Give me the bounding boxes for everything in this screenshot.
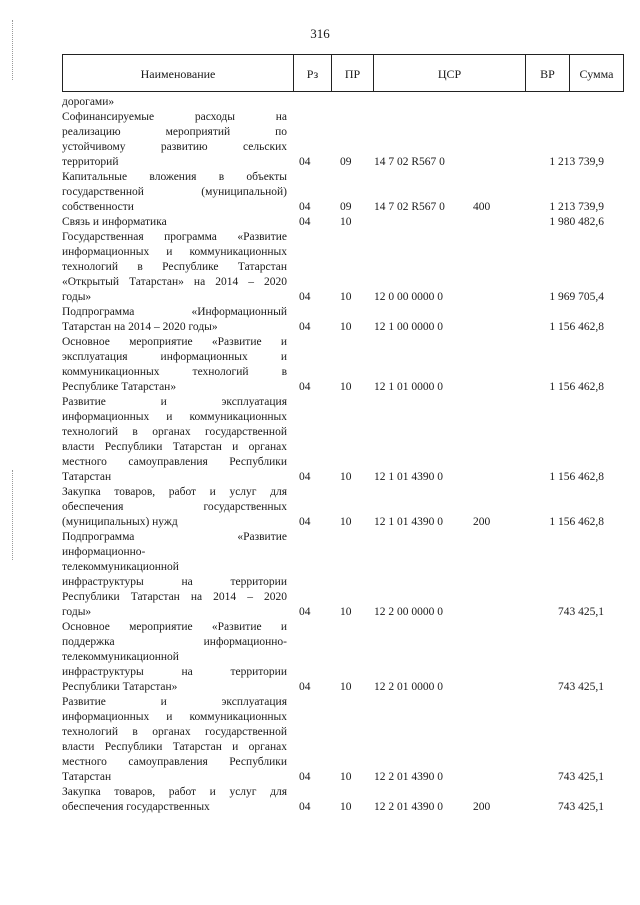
row-sum: 1 969 705,4 <box>549 291 604 303</box>
row-rz: 04 <box>299 681 311 693</box>
row-csr: 12 1 01 4390 0 <box>374 516 443 528</box>
row-name-line: Закупка товаров, работ и услуг для <box>62 486 287 498</box>
row-sum: 743 425,1 <box>558 606 604 618</box>
row-rz: 04 <box>299 156 311 168</box>
header-vr: ВР <box>526 55 570 91</box>
header-rz: Рз <box>294 55 332 91</box>
row-pr: 10 <box>340 606 352 618</box>
row-name-line: телекоммуникационной <box>62 561 179 573</box>
binding-margin-mark <box>12 470 14 560</box>
row-name <box>62 170 287 215</box>
row-sum: 743 425,1 <box>558 681 604 693</box>
row-rz: 04 <box>299 801 311 813</box>
row-rz: 04 <box>299 471 311 483</box>
row-pr: 10 <box>340 516 352 528</box>
header-name: Наименование <box>63 55 294 91</box>
row-name-line: Софинансируемые расходы на <box>62 111 287 123</box>
row-name-line: власти Республики Татарстан и органах <box>62 741 287 753</box>
row-name-line: годы» <box>62 291 92 303</box>
row-name-line: Основное мероприятие «Развитие и <box>62 336 287 348</box>
row-name-line: технологий в Республике Татарстан <box>62 261 287 273</box>
row-csr: 12 2 00 0000 0 <box>374 606 443 618</box>
row-csr: 12 2 01 0000 0 <box>374 681 443 693</box>
row-pr: 10 <box>340 681 352 693</box>
row-name-line: собственности <box>62 201 134 213</box>
row-name <box>62 335 287 395</box>
row-csr: 12 1 01 4390 0 <box>374 471 443 483</box>
row-name-line: Подпрограмма «Информационный <box>62 306 287 318</box>
row-rz: 04 <box>299 321 311 333</box>
row-name-line: Связь и информатика <box>62 216 167 228</box>
row-name-line: Республике Татарстан» <box>62 381 177 393</box>
row-name-line: реализацию мероприятий по <box>62 126 287 138</box>
row-name-line: информационно- <box>62 546 146 558</box>
row-pr: 10 <box>340 381 352 393</box>
row-name-line: инфраструктуры на территории <box>62 576 287 588</box>
row-name-line: (муниципальных) нужд <box>62 516 178 528</box>
row-name-line: Татарстан <box>62 771 112 783</box>
row-sum: 1 213 739,9 <box>549 201 604 213</box>
row-name-line: дорогами» <box>62 96 115 108</box>
row-name <box>62 485 287 530</box>
row-name-line: обеспечения государственных <box>62 801 210 813</box>
row-rz: 04 <box>299 201 311 213</box>
row-name-line: государственной (муниципальной) <box>62 186 287 198</box>
row-pr: 09 <box>340 201 352 213</box>
row-name-line: местного самоуправления Республики <box>62 456 287 468</box>
row-name-line: информационных и коммуникационных <box>62 246 287 258</box>
row-sum: 1 156 462,8 <box>549 381 604 393</box>
row-name-line: информационных и коммуникационных <box>62 411 287 423</box>
row-name-line: эксплуатация информационных и <box>62 351 287 363</box>
row-name-line: Основное мероприятие «Развитие и <box>62 621 287 633</box>
header-csr: ЦСР <box>374 55 526 91</box>
row-name <box>62 620 287 695</box>
row-name <box>62 230 287 305</box>
header-sum: Сумма <box>579 67 614 81</box>
row-pr: 10 <box>340 801 352 813</box>
row-name-line: Республики Татарстан на 2014 – 2020 <box>62 591 287 603</box>
row-name <box>62 785 287 815</box>
row-name-line: инфраструктуры на территории <box>62 666 287 678</box>
page-number: 316 <box>310 26 330 41</box>
row-name-line: технологий в органах государственной <box>62 426 287 438</box>
row-name-line: информационных и коммуникационных <box>62 711 287 723</box>
row-name-line: Татарстан <box>62 471 112 483</box>
row-csr: 12 1 01 0000 0 <box>374 381 443 393</box>
row-rz: 04 <box>299 216 311 228</box>
row-name <box>62 110 287 170</box>
row-sum: 1 156 462,8 <box>549 321 604 333</box>
row-name-line: технологий в органах государственной <box>62 726 287 738</box>
header-pr: ПР <box>332 55 374 91</box>
row-pr: 10 <box>340 321 352 333</box>
row-csr: 12 2 01 4390 0 <box>374 771 443 783</box>
row-name-line: коммуникационных технологий в <box>62 366 287 378</box>
row-name-line: Капитальные вложения в объекты <box>62 171 287 183</box>
row-vr: 200 <box>473 801 491 813</box>
row-name-line: поддержка информационно- <box>62 636 287 648</box>
row-name-line: Закупка товаров, работ и услуг для <box>62 786 287 798</box>
row-name <box>62 530 287 620</box>
row-rz: 04 <box>299 291 311 303</box>
row-name-line: власти Республики Татарстан и органах <box>62 441 287 453</box>
row-vr: 400 <box>473 201 491 213</box>
row-sum: 1 156 462,8 <box>549 516 604 528</box>
row-name-line: местного самоуправления Республики <box>62 756 287 768</box>
row-pr: 10 <box>340 771 352 783</box>
row-vr: 200 <box>473 516 491 528</box>
row-sum: 743 425,1 <box>558 771 604 783</box>
table-header <box>62 54 624 92</box>
row-name-line: Республики Татарстан» <box>62 681 178 693</box>
row-rz: 04 <box>299 771 311 783</box>
row-csr: 14 7 02 R567 0 <box>374 156 445 168</box>
row-pr: 10 <box>340 471 352 483</box>
row-csr: 12 1 00 0000 0 <box>374 321 443 333</box>
row-name <box>62 95 287 110</box>
row-name <box>62 215 287 230</box>
row-csr: 14 7 02 R567 0 <box>374 201 445 213</box>
row-name-line: «Открытый Татарстан» на 2014 – 2020 <box>62 276 287 288</box>
row-rz: 04 <box>299 516 311 528</box>
row-name-line: телекоммуникационной <box>62 651 179 663</box>
row-pr: 10 <box>340 291 352 303</box>
row-sum: 1 213 739,9 <box>549 156 604 168</box>
row-name-line: годы» <box>62 606 92 618</box>
row-rz: 04 <box>299 381 311 393</box>
row-name-line: территорий <box>62 156 119 168</box>
row-csr: 12 2 01 4390 0 <box>374 801 443 813</box>
row-name-line: устойчивому развитию сельских <box>62 141 287 153</box>
row-rz: 04 <box>299 606 311 618</box>
row-sum: 743 425,1 <box>558 801 604 813</box>
row-name <box>62 395 287 485</box>
row-pr: 10 <box>340 216 352 228</box>
row-name-line: обеспечения государственных <box>62 501 287 513</box>
row-pr: 09 <box>340 156 352 168</box>
row-name <box>62 305 287 335</box>
row-name-line: Татарстан на 2014 – 2020 годы» <box>62 321 218 333</box>
row-name <box>62 695 287 785</box>
row-csr: 12 0 00 0000 0 <box>374 291 443 303</box>
row-sum: 1 980 482,6 <box>549 216 604 228</box>
row-name-line: Развитие и эксплуатация <box>62 396 287 408</box>
row-name-line: Развитие и эксплуатация <box>62 696 287 708</box>
row-name-line: Государственная программа «Развитие <box>62 231 287 243</box>
row-name-line: Подпрограмма «Развитие <box>62 531 287 543</box>
row-sum: 1 156 462,8 <box>549 471 604 483</box>
